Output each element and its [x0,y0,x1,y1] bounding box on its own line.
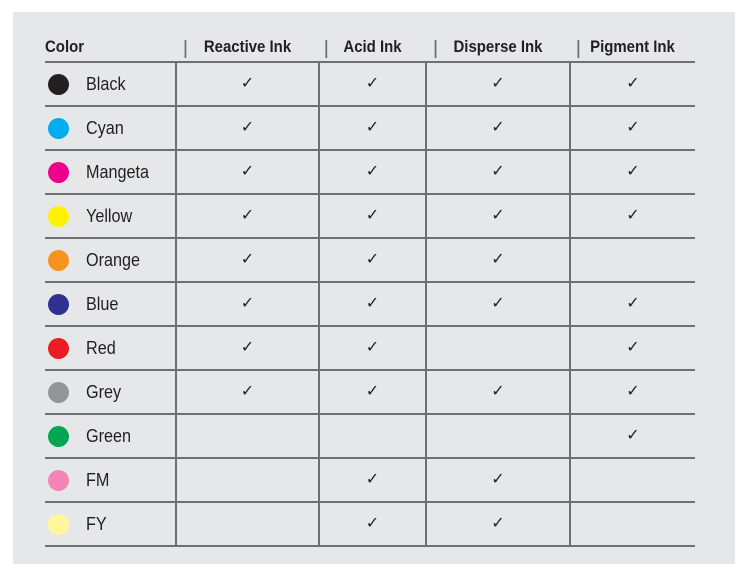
cell-pigment-ink [570,62,695,106]
cell-pigment-ink [570,238,695,282]
color-cell [45,370,176,414]
table-row [45,106,695,150]
color-cell [45,502,176,546]
cell-acid-ink [319,502,426,546]
color-swatch-icon [48,382,69,403]
header-reactive-ink: Reactive Ink [185,33,311,62]
cell-pigment-ink [570,282,695,326]
cell-disperse-ink [426,326,570,370]
header-disperse-ink: Disperse Ink [435,33,562,62]
cell-reactive-ink [176,106,319,150]
checkmark-icon: ✓ [491,381,505,400]
color-name: Black [86,73,126,94]
checkmark-icon: ✓ [626,425,640,444]
checkmark-icon: ✓ [365,249,380,268]
cell-acid-ink [319,414,426,458]
table-row [45,414,695,458]
cell-reactive-ink [176,458,319,502]
cell-pigment-ink [570,326,695,370]
checkmark-icon: ✓ [240,205,255,224]
cell-reactive-ink [176,62,319,106]
color-name: Mangeta [86,161,150,182]
header-pigment-ink: Pigment Ink [578,33,688,62]
cell-disperse-ink [426,106,570,150]
cell-pigment-ink [570,458,695,502]
color-name: Orange [86,249,141,270]
checkmark-icon: ✓ [240,337,255,356]
color-name: Cyan [86,117,124,138]
color-swatch-icon [48,470,69,491]
checkmark-icon: ✓ [491,293,505,312]
color-cell [45,106,176,150]
checkmark-icon: ✓ [365,117,380,136]
checkmark-icon: ✓ [240,73,255,92]
color-cell [45,150,176,194]
header-acid-ink: Acid Ink [325,33,419,62]
cell-reactive-ink [176,502,319,546]
cell-acid-ink [319,62,426,106]
checkmark-icon: ✓ [491,249,505,268]
color-name: Yellow [86,205,133,226]
color-swatch-icon [48,294,69,315]
cell-acid-ink [319,326,426,370]
checkmark-icon: ✓ [491,117,505,136]
table-row [45,62,695,106]
cell-reactive-ink [176,238,319,282]
checkmark-icon: ✓ [491,513,505,532]
color-swatch-icon [48,514,69,535]
cell-acid-ink [319,238,426,282]
header-color: Color [45,33,160,62]
checkmark-icon: ✓ [626,73,640,92]
checkmark-icon: ✓ [626,337,640,356]
cell-reactive-ink [176,370,319,414]
color-swatch-icon [48,118,69,139]
color-swatch-icon [48,206,69,227]
table-row [45,194,695,238]
checkmark-icon: ✓ [626,117,640,136]
cell-reactive-ink [176,194,319,238]
checkmark-icon: ✓ [240,117,255,136]
color-swatch-icon [48,426,69,447]
color-swatch-icon [48,74,69,95]
color-name: Grey [86,381,122,402]
color-swatch-icon [48,250,69,271]
table-row [45,458,695,502]
cell-disperse-ink [426,238,570,282]
color-cell [45,458,176,502]
cell-acid-ink [319,106,426,150]
checkmark-icon: ✓ [365,73,380,92]
color-cell [45,414,176,458]
checkmark-icon: ✓ [491,73,505,92]
color-cell [45,194,176,238]
checkmark-icon: ✓ [626,161,640,180]
color-name: Green [86,425,132,446]
color-cell [45,62,176,106]
cell-disperse-ink [426,150,570,194]
checkmark-icon: ✓ [626,205,640,224]
cell-reactive-ink [176,414,319,458]
table-row [45,238,695,282]
checkmark-icon: ✓ [240,249,255,268]
checkmark-icon: ✓ [491,205,505,224]
cell-pigment-ink [570,370,695,414]
cell-disperse-ink [426,370,570,414]
checkmark-icon: ✓ [365,161,380,180]
color-cell [45,238,176,282]
ink-compatibility-table [45,33,695,547]
cell-disperse-ink [426,62,570,106]
cell-disperse-ink [426,414,570,458]
cell-acid-ink [319,458,426,502]
checkmark-icon: ✓ [365,513,380,532]
cell-reactive-ink [176,326,319,370]
cell-pigment-ink [570,502,695,546]
cell-disperse-ink [426,502,570,546]
checkmark-icon: ✓ [491,469,505,488]
checkmark-icon: ✓ [365,469,380,488]
header-row [45,33,695,62]
table-row [45,326,695,370]
table-row [45,282,695,326]
table-row [45,502,695,546]
cell-acid-ink [319,370,426,414]
checkmark-icon: ✓ [365,293,380,312]
color-name: FY [86,513,107,534]
cell-reactive-ink [176,150,319,194]
checkmark-icon: ✓ [626,381,640,400]
cell-disperse-ink [426,282,570,326]
cell-pigment-ink [570,106,695,150]
checkmark-icon: ✓ [240,381,255,400]
color-swatch-icon [48,162,69,183]
cell-acid-ink [319,194,426,238]
checkmark-icon: ✓ [240,293,255,312]
color-cell [45,282,176,326]
checkmark-icon: ✓ [491,161,505,180]
color-name: Red [86,337,116,358]
checkmark-icon: ✓ [365,337,380,356]
cell-disperse-ink [426,194,570,238]
table-row [45,150,695,194]
cell-pigment-ink [570,150,695,194]
cell-pigment-ink [570,194,695,238]
checkmark-icon: ✓ [626,293,640,312]
checkmark-icon: ✓ [365,381,380,400]
color-cell [45,326,176,370]
checkmark-icon: ✓ [365,205,380,224]
color-name: FM [86,469,110,490]
cell-disperse-ink [426,458,570,502]
cell-reactive-ink [176,282,319,326]
color-name: Blue [86,293,119,314]
checkmark-icon: ✓ [240,161,255,180]
cell-pigment-ink [570,414,695,458]
cell-acid-ink [319,282,426,326]
table-row [45,370,695,414]
cell-acid-ink [319,150,426,194]
color-swatch-icon [48,338,69,359]
